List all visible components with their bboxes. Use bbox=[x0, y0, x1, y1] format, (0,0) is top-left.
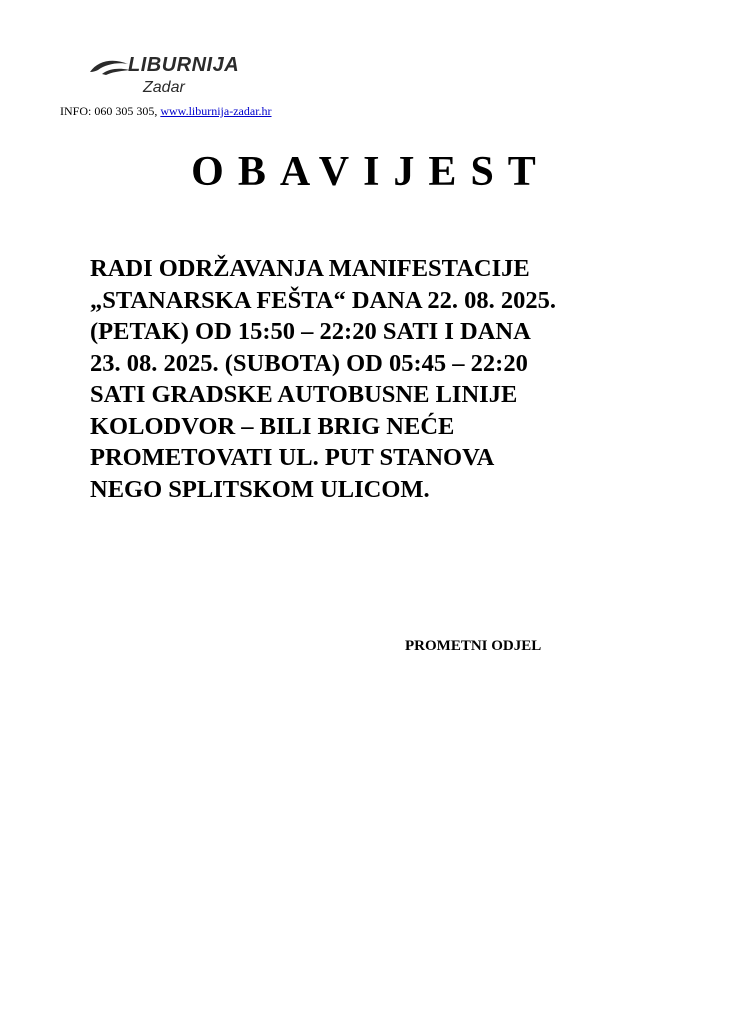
logo-name: LIBURNIJA bbox=[128, 54, 240, 76]
notice-line: KOLODVOR – BILI BRIG NEĆE bbox=[90, 412, 455, 440]
dolphin-icon bbox=[88, 56, 132, 78]
logo-subtitle: Zadar bbox=[143, 79, 185, 96]
notice-line: NEGO SPLITSKOM ULICOM. bbox=[90, 475, 430, 503]
notice-line: PROMETOVATI UL. PUT STANOVA bbox=[90, 444, 495, 471]
contact-info bbox=[60, 104, 272, 119]
website-link[interactable]: www.liburnija-zadar.hr bbox=[160, 104, 272, 118]
notice-text bbox=[90, 253, 690, 505]
notice-line: 23. 08. 2025. (SUBOTA) OD 05:45 – 22:20 bbox=[90, 349, 528, 377]
company-logo bbox=[88, 52, 258, 104]
notice-line: (PETAK) OD 15:50 – 22:20 SATI I DANA bbox=[90, 318, 531, 345]
notice-line: „STANARSKA FEŠTA“ DANA 22. 08. 2025. bbox=[90, 286, 557, 314]
department-signature: PROMETNI ODJEL bbox=[405, 638, 542, 654]
page-title: OBAVIJEST bbox=[191, 149, 550, 195]
notice-line: RADI ODRŽAVANJA MANIFESTACIJE bbox=[90, 255, 530, 282]
info-phone: INFO: 060 305 305, bbox=[60, 104, 158, 118]
notice-line: SATI GRADSKE AUTOBUSNE LINIJE bbox=[90, 381, 518, 408]
